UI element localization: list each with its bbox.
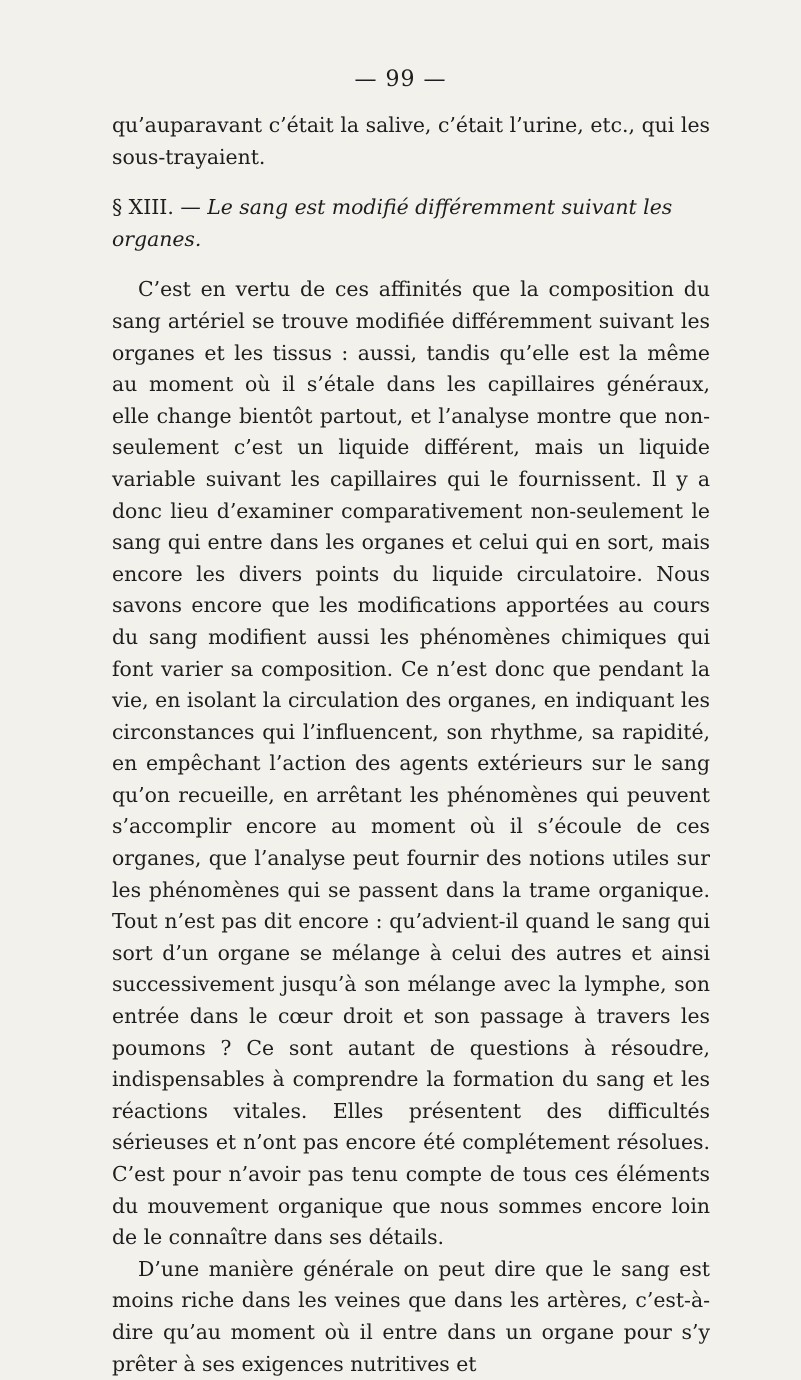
opening-paragraph: qu’auparavant c’était la salive, c’était l’urine, etc., qui les sous-trayaient. xyxy=(112,113,710,169)
section-label: § XIII. — xyxy=(112,195,201,220)
paragraph: C’est en vertu de ces affinités que la composition du sang artériel se trouve modifiée différemment suivant les organes et les tissus : aussi, tandis qu’elle est la même au moment où il s’étale dans les capillaires généraux, elle change bientôt partout, et l’analyse montre que non-seulement c’est un liquide différent, mais un liquide variable suivant les capillaires qui le fournissent. Il y a donc lieu d’examiner comparativement non-seulement le sang qui entre dans les organes et celui qui en sort, mais encore les divers points du liquide circulatoire. Nous savons encore que les modifications apportées au cours du sang modifient aussi les phénomènes chimiques qui font varier sa composition. Ce n’est donc que pendant la vie, en isolant la circulation des organes, en indiquant les circonstances qui l’influencent, son rhythme, sa rapidité, en empêchant l’action des agents extérieurs sur le sang qu’on recueille, en arrêtant les phénomènes qui peuvent s’accomplir encore au moment où il s’écoule de ces organes, que l’analyse peut fournir des notions utiles sur les phénomènes qui se passent dans la trame organique. Tout n’est pas dit encore : qu’advient-il quand le sang qui sort d’un organe se mélange à celui des autres et ainsi successivement jusqu’à son mélange avec la lymphe, son entrée dans le cœur droit et son passage à travers les poumons ? Ce sont autant de questions à résoudre, indispensables à comprendre la formation du sang et les réactions vitales. Elles présentent des difficultés sérieuses et n’ont pas encore été complétement résolues. C’est pour n’avoir pas tenu compte de tous ces éléments du mouvement organique que nous sommes encore loin de le connaître dans ses détails. xyxy=(112,277,710,1250)
body-text xyxy=(112,110,710,1380)
page-number: — 99 — xyxy=(354,67,447,92)
paragraph: D’une manière générale on peut dire que le sang est moins riche dans les veines que dans les artères, c’est-à-dire qu’au moment où il entre dans un organe pour s’y prêter à ses exigences nutritives et xyxy=(112,1256,710,1376)
section-heading xyxy=(112,192,710,255)
section-title: Le sang est modifié différemment suivant les organes. xyxy=(112,195,673,251)
